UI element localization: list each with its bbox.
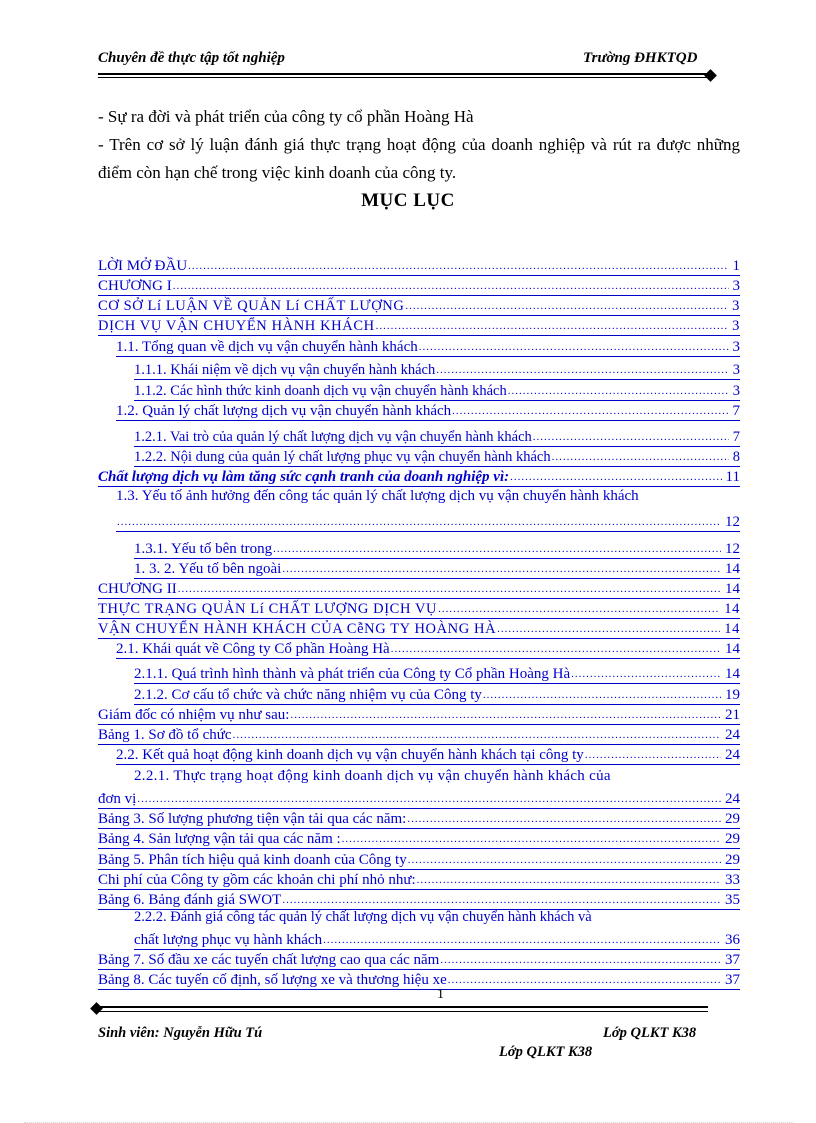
toc-entry[interactable]: chất lượng phục vụ hành khách ..... 36 bbox=[134, 929, 740, 950]
header-left: Chuyên đề thực tập tốt nghiệp bbox=[98, 50, 285, 66]
toc-entry[interactable]: CHƯƠNG II ..... 14 bbox=[98, 578, 740, 599]
footer-rule-thin bbox=[98, 1011, 708, 1012]
intro-line-1: - Sự ra đời và phát triển của công ty cổ phần Hoàng Hà bbox=[98, 107, 474, 126]
toc-entry[interactable]: Chất lượng dịch vụ làm tăng sức cạnh tranh của doanh nghiệp vì: ..... 11 bbox=[98, 466, 740, 487]
page-number: 1 bbox=[437, 987, 444, 1002]
header-rule bbox=[98, 73, 708, 75]
footer-diamond-icon bbox=[90, 1002, 103, 1015]
header-diamond-icon bbox=[704, 69, 717, 82]
toc-entry[interactable]: 1.2. Quản lý chất lượng dịch vụ vận chuyển hành khách ..... 7 bbox=[116, 400, 740, 421]
intro-line-2: - Trên cơ sở lý luận đánh giá thực trạng hoạt động của doanh nghiệp và rút ra được những điểm còn hạn chế trong việc kinh doanh của công ty. bbox=[98, 135, 740, 182]
toc-entry[interactable]: 2.2. Kết quả hoạt động kinh doanh dịch vụ vận chuyển hành khách tại công ty ..... 24 bbox=[116, 744, 740, 765]
toc-entry-wrap-line[interactable]: 2.2.1. Thực trạng hoạt động kinh doanh dịch vụ vận chuyển hành khách của bbox=[134, 768, 611, 784]
toc-entry[interactable]: 1.1. Tổng quan về dịch vụ vận chuyển hành khách ..... 3 bbox=[116, 336, 740, 357]
toc-entry[interactable]: 1.1.2. Các hình thức kinh doanh dịch vụ vận chuyển hành khách ..... 3 bbox=[134, 380, 740, 401]
toc-entry[interactable]: 1.3.1. Yếu tố bên trong ..... 12 bbox=[134, 538, 740, 559]
footer-class-duplicate: Lớp QLKT K38 bbox=[499, 1044, 593, 1060]
header-rule-thin bbox=[98, 77, 708, 78]
toc-entry[interactable]: 2.1.2. Cơ cấu tổ chức và chức năng nhiệm vụ của Công ty ..... 19 bbox=[134, 684, 740, 705]
toc-entry[interactable]: Chi phí của Công ty gồm các khoản chi phí nhỏ như: ..... 33 bbox=[98, 869, 740, 890]
toc-entry[interactable]: THỰC TRẠNG QUẢN Lí CHẤT LƯỢNG DỊCH VỤ ..... 14 bbox=[98, 598, 740, 619]
footer-rule bbox=[98, 1006, 708, 1008]
toc-entry[interactable]: ..... 12 bbox=[116, 511, 740, 532]
toc-entry[interactable]: đơn vị ..... 24 bbox=[98, 788, 740, 809]
header-right: Trường ĐHKTQD bbox=[583, 50, 698, 66]
toc-entry[interactable]: Bảng 3. Số lượng phương tiện vận tải qua các năm: ..... 29 bbox=[98, 808, 740, 829]
toc-entry-wrap-line[interactable]: 1.3. Yếu tố ảnh hưởng đến công tác quản lý chất lượng dịch vụ vận chuyển hành khách bbox=[116, 488, 639, 504]
toc-entry[interactable]: VẬN CHUYỂN HÀNH KHÁCH CỦA CễNG TY HOÀNG HÀ ..... 14 bbox=[98, 618, 740, 639]
toc-entry[interactable]: Bảng 6. Bảng đánh giá SWOT ..... 35 bbox=[98, 889, 740, 910]
toc-entry-wrap-line[interactable]: 2.2.2. Đánh giá công tác quản lý chất lượng dịch vụ vận chuyển hành khách và bbox=[134, 909, 592, 925]
toc-entry[interactable]: 2.1.1. Quá trình hình thành và phát triển của Công ty Cổ phần Hoàng Hà ..... 14 bbox=[134, 663, 740, 684]
toc-entry[interactable]: 2.1. Khái quát về Công ty Cổ phần Hoàng Hà ..... 14 bbox=[116, 638, 740, 659]
toc-entry[interactable]: CHƯƠNG I ..... 3 bbox=[98, 275, 740, 296]
toc-entry[interactable]: 1. 3. 2. Yếu tố bên ngoài ..... 14 bbox=[134, 558, 740, 579]
toc-entry[interactable]: Bảng 8. Các tuyến cố định, số lượng xe và thương hiệu xe ..... 37 bbox=[98, 969, 740, 990]
toc-entry[interactable]: Bảng 4. Sản lượng vận tải qua các năm : ..... 29 bbox=[98, 828, 740, 849]
toc-entry[interactable]: Bảng 5. Phân tích hiệu quả kinh doanh của Công ty ..... 29 bbox=[98, 849, 740, 870]
toc-entry[interactable]: 1.2.1. Vai trò của quản lý chất lượng dịch vụ vận chuyển hành khách ..... 7 bbox=[134, 426, 740, 447]
toc-entry[interactable]: 1.1.1. Khái niệm về dịch vụ vận chuyển hành khách ..... 3 bbox=[134, 359, 740, 380]
footer-student: Sinh viên: Nguyễn Hữu Tú bbox=[98, 1025, 263, 1041]
footer-class: Lớp QLKT K38 bbox=[603, 1025, 697, 1041]
toc-entry[interactable]: Bảng 7. Số đầu xe các tuyến chất lượng cao qua các năm ..... 37 bbox=[98, 949, 740, 970]
toc-entry[interactable]: Bảng 1. Sơ đồ tổ chức ..... 24 bbox=[98, 724, 740, 745]
toc-entry[interactable]: 1.2.2. Nội dung của quản lý chất lượng phục vụ vận chuyển hành khách ..... 8 bbox=[134, 446, 740, 467]
toc-title: MỤC LỤC bbox=[361, 190, 455, 211]
toc-entry[interactable]: Giám đốc có nhiệm vụ như sau: ..... 21 bbox=[98, 704, 740, 725]
toc-entry[interactable]: CƠ SỞ Lí LUẬN VỀ QUẢN Lí CHẤT LƯỢNG ..... 3 bbox=[98, 295, 740, 316]
toc-entry[interactable]: LỜI MỞ ĐẦU ..... 1 bbox=[98, 255, 740, 276]
toc-entry[interactable]: DỊCH VỤ VẬN CHUYỂN HÀNH KHÁCH ..... 3 bbox=[98, 315, 740, 336]
